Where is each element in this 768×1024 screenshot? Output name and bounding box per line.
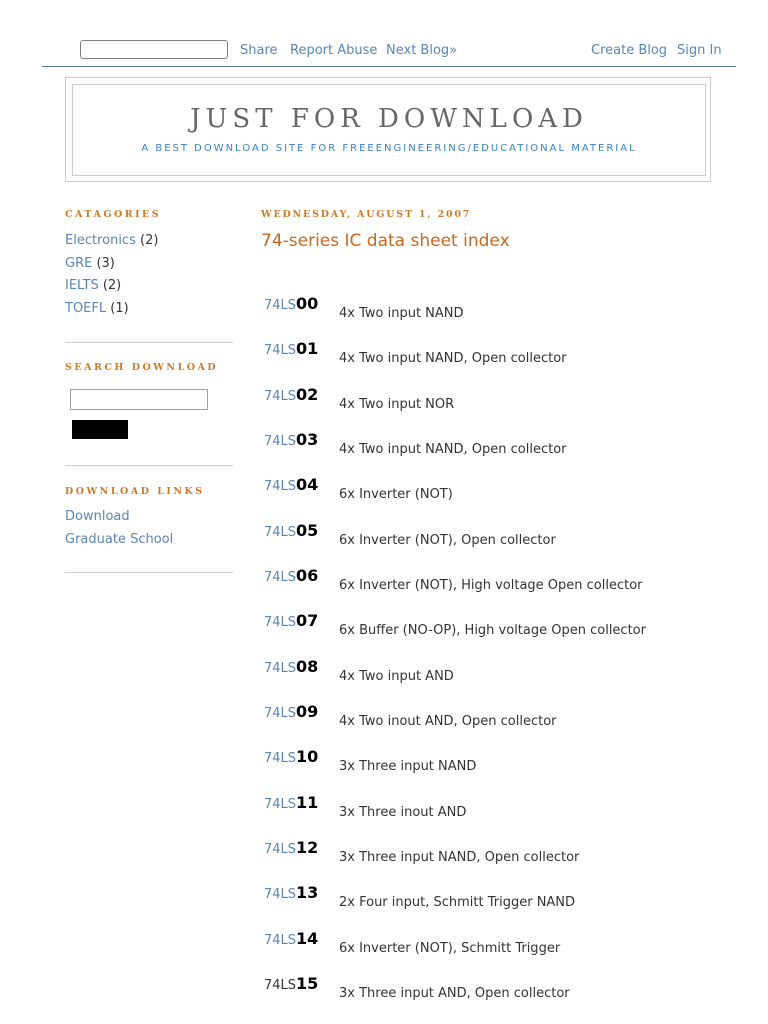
ic-number: 10 bbox=[296, 747, 319, 766]
category-item bbox=[65, 256, 115, 271]
ic-number: 02 bbox=[296, 385, 319, 404]
ic-description: 4x Two input NAND, Open collector bbox=[339, 351, 567, 366]
ic-number: 08 bbox=[296, 657, 319, 676]
ic-part-number bbox=[264, 521, 318, 540]
ic-description: 4x Two input NAND, Open collector bbox=[339, 442, 567, 457]
ic-part-number bbox=[264, 657, 318, 676]
category-item bbox=[65, 233, 158, 248]
category-count: (1) bbox=[110, 301, 129, 316]
graduate-school-link[interactable]: Graduate School bbox=[65, 532, 174, 547]
ic-prefix-link[interactable]: 74LS bbox=[264, 434, 297, 449]
category-count: (3) bbox=[96, 256, 115, 271]
ic-part-number bbox=[264, 883, 318, 902]
ic-prefix-link[interactable]: 74LS bbox=[264, 797, 297, 812]
sidebar-divider bbox=[65, 572, 233, 573]
sidebar-divider bbox=[65, 465, 233, 466]
ic-part-number bbox=[264, 747, 318, 766]
ic-number: 01 bbox=[296, 339, 319, 358]
ic-part-number bbox=[264, 702, 318, 721]
post-title[interactable]: 74-series IC data sheet index bbox=[261, 231, 510, 251]
ic-number: 11 bbox=[296, 793, 319, 812]
ic-description: 2x Four input, Schmitt Trigger NAND bbox=[339, 895, 576, 910]
ic-number: 09 bbox=[296, 702, 319, 721]
ic-part-number bbox=[264, 611, 318, 630]
category-item bbox=[65, 278, 121, 293]
ic-number: 00 bbox=[296, 294, 319, 313]
ic-prefix-link[interactable]: 74LS bbox=[264, 706, 297, 721]
share-link[interactable]: Share bbox=[240, 43, 278, 58]
ic-part-number bbox=[264, 430, 318, 449]
ic-description: 6x Inverter (NOT), High voltage Open collector bbox=[339, 578, 643, 593]
download-link[interactable]: Download bbox=[65, 509, 130, 524]
ic-prefix-link[interactable]: 74LS bbox=[264, 661, 297, 676]
ic-prefix-link[interactable]: 74LS bbox=[264, 570, 297, 585]
ic-number: 07 bbox=[296, 611, 319, 630]
ic-prefix-link[interactable]: 74LS bbox=[264, 842, 297, 857]
category-link[interactable]: GRE bbox=[65, 256, 93, 271]
ic-number: 03 bbox=[296, 430, 319, 449]
report-abuse-link[interactable]: Report Abuse bbox=[290, 43, 378, 58]
ic-part-number bbox=[264, 294, 318, 313]
ic-prefix-link[interactable]: 74LS bbox=[264, 978, 297, 993]
sign-in-link[interactable]: Sign In bbox=[677, 43, 722, 58]
blogger-navbar bbox=[0, 0, 768, 67]
ic-part-number bbox=[264, 339, 318, 358]
ic-prefix-link[interactable]: 74LS bbox=[264, 751, 297, 766]
ic-prefix-link[interactable]: 74LS bbox=[264, 479, 297, 494]
ic-description: 6x Buffer (NO-OP), High voltage Open collector bbox=[339, 623, 646, 638]
ic-prefix-link[interactable]: 74LS bbox=[264, 887, 297, 902]
search-download-button[interactable] bbox=[72, 420, 128, 439]
category-count: (2) bbox=[140, 233, 159, 248]
category-item bbox=[65, 301, 129, 316]
blog-description: A BEST DOWNLOAD SITE FOR FREEENGINEERING/EDUCATIONAL MATERIAL bbox=[141, 143, 637, 154]
post-date: WEDNESDAY, AUGUST 1, 2007 bbox=[261, 209, 472, 220]
search-download-input[interactable] bbox=[70, 389, 208, 410]
ic-prefix-link[interactable]: 74LS bbox=[264, 343, 297, 358]
ic-number: 12 bbox=[296, 838, 319, 857]
ic-description: 3x Three input NAND, Open collector bbox=[339, 850, 580, 865]
ic-number: 14 bbox=[296, 929, 319, 948]
ic-part-number bbox=[264, 793, 318, 812]
ic-part-number bbox=[264, 974, 318, 993]
sidebar-divider bbox=[65, 342, 233, 343]
category-link[interactable]: IELTS bbox=[65, 278, 99, 293]
category-link[interactable]: TOEFL bbox=[65, 301, 107, 316]
download-links-heading: DOWNLOAD LINKS bbox=[65, 486, 205, 497]
ic-description: 4x Two input NOR bbox=[339, 397, 455, 412]
ic-prefix-link[interactable]: 74LS bbox=[264, 389, 297, 404]
ic-part-number bbox=[264, 929, 318, 948]
navbar-divider bbox=[42, 66, 736, 67]
ic-number: 13 bbox=[296, 883, 319, 902]
ic-description: 4x Two input NAND bbox=[339, 306, 464, 321]
ic-description: 4x Two input AND bbox=[339, 669, 454, 684]
ic-part-number bbox=[264, 475, 318, 494]
ic-prefix-link[interactable]: 74LS bbox=[264, 298, 297, 313]
ic-part-number bbox=[264, 838, 318, 857]
blog-title[interactable]: JUST FOR DOWNLOAD bbox=[190, 104, 588, 134]
ic-part-number bbox=[264, 385, 318, 404]
ic-description: 6x Inverter (NOT) bbox=[339, 487, 453, 502]
ic-number: 06 bbox=[296, 566, 319, 585]
ic-description: 3x Three input NAND bbox=[339, 759, 477, 774]
category-link[interactable]: Electronics bbox=[65, 233, 136, 248]
categories-heading: CATAGORIES bbox=[65, 209, 162, 220]
ic-description: 3x Three inout AND bbox=[339, 805, 467, 820]
next-blog-link[interactable]: Next Blog» bbox=[386, 43, 458, 58]
ic-number: 15 bbox=[296, 974, 319, 993]
ic-description: 6x Inverter (NOT), Schmitt Trigger bbox=[339, 941, 561, 956]
ic-number: 04 bbox=[296, 475, 319, 494]
create-blog-link[interactable]: Create Blog bbox=[591, 43, 668, 58]
ic-description: 4x Two inout AND, Open collector bbox=[339, 714, 557, 729]
ic-prefix-link[interactable]: 74LS bbox=[264, 525, 297, 540]
search-download-heading: SEARCH DOWNLOAD bbox=[65, 362, 219, 373]
ic-number: 05 bbox=[296, 521, 319, 540]
navbar-search-input[interactable] bbox=[80, 40, 228, 59]
ic-part-number bbox=[264, 566, 318, 585]
ic-description: 6x Inverter (NOT), Open collector bbox=[339, 533, 556, 548]
category-count: (2) bbox=[102, 278, 122, 293]
ic-prefix-link[interactable]: 74LS bbox=[264, 933, 297, 948]
ic-description: 3x Three input AND, Open collector bbox=[339, 986, 570, 1001]
ic-prefix-link[interactable]: 74LS bbox=[264, 615, 297, 630]
